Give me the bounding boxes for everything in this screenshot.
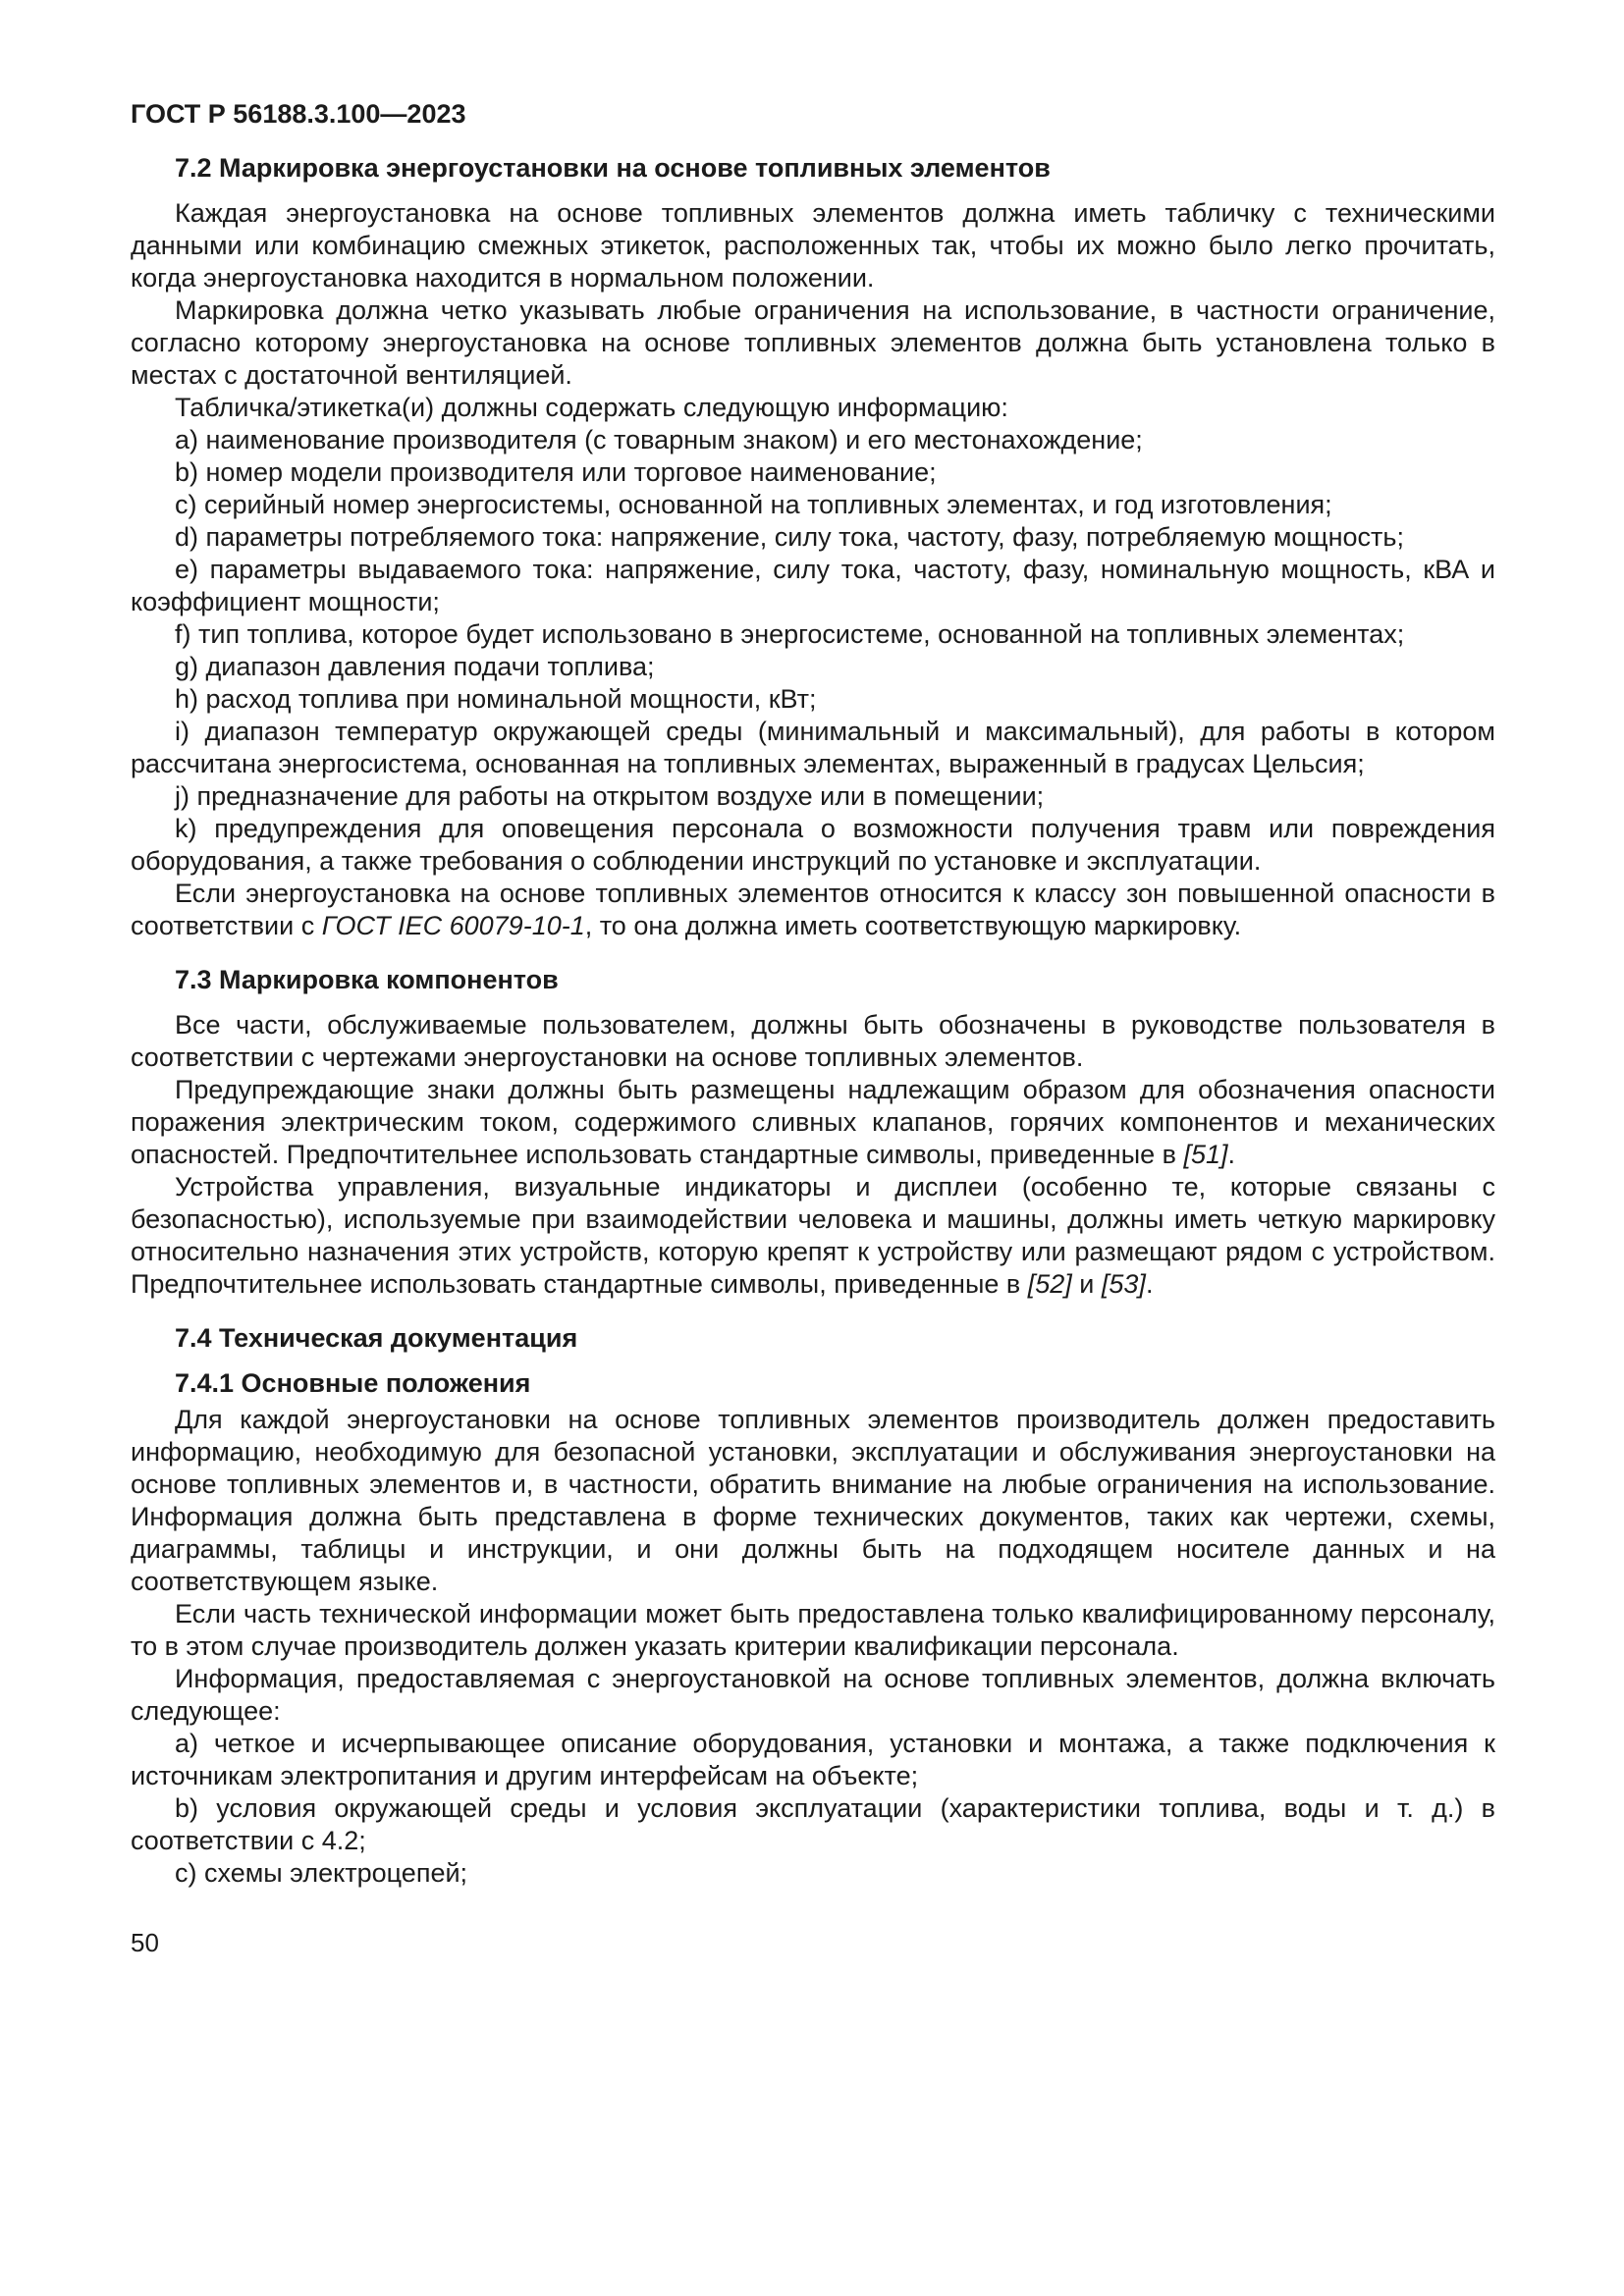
text-segment: 7.4.1 Основные положения	[175, 1368, 531, 1398]
text-segment: k) предупреждения для оповещения персонала о возможности получения травм или повреждения оборудования, а также требования о соблюдении инструкций по установке и эксплуатации.	[131, 814, 1495, 876]
text-segment: Все части, обслуживаемые пользователем, должны быть обозначены в руководстве пользователя в соответствии с чертежами энергоустановки на основе топливных элементов.	[131, 1010, 1495, 1072]
text-segment: Информация, предоставляемая с энергоустановкой на основе топливных элементов, должна включать следующее:	[131, 1664, 1495, 1726]
text-segment: Если энергоустановка на основе топливных элементов относится к классу зон повышенной опасности в соответствии с	[131, 879, 1495, 940]
text-segment: и	[1071, 1269, 1102, 1299]
text-segment: [51]	[1183, 1140, 1228, 1169]
text-segment: 7.2 Маркировка энергоустановки на основе топливных элементов	[175, 153, 1051, 183]
text-segment: j) предназначение для работы на открытом воздухе или в помещении;	[175, 781, 1045, 811]
text-segment: Устройства управления, визуальные индикаторы и дисплеи (особенно те, которые связаны с безопасностью), используемые при взаимодействии человека и машины, должны иметь четкую маркировку относительно назначения этих устройств, которую крепят к устройству или размещают рядом с устройством. Предпочтительнее использовать стандартные символы, приведенные в	[131, 1172, 1495, 1299]
text-segment: [53]	[1101, 1269, 1146, 1299]
text-segment: 7.4 Техническая документация	[175, 1323, 578, 1353]
text-segment: 7.3 Маркировка компонентов	[175, 965, 559, 994]
paragraph	[131, 1663, 1495, 1728]
text-segment: a) наименование производителя (с товарным знаком) и его местонахождение;	[175, 425, 1143, 454]
paragraph	[131, 1857, 1495, 1890]
text-segment: c) серийный номер энергосистемы, основанной на топливных элементах, и год изготовления;	[175, 490, 1332, 519]
text-segment: i) диапазон температур окружающей среды (минимальный и максимальный), для работы в котором рассчитана энергосистема, основанная на топливных элементах, выраженный в градусах Цельсия;	[131, 717, 1495, 778]
text-segment: .	[1227, 1140, 1236, 1169]
text-segment: Для каждой энергоустановки на основе топливных элементов производитель должен предоставить информацию, необходимую для безопасной установки, эксплуатации и обслуживания энергоустановки на основе топливных элементов и, в частности, обратить внимание на любые ограничения на использование. Информация должна быть представлена в форме технических документов, таких как чертежи, схемы, диаграммы, таблицы и инструкции, и они должны быть на подходящем носителе данных и на соответствующем языке.	[131, 1405, 1495, 1596]
paragraph	[131, 1792, 1495, 1857]
text-segment: e) параметры выдаваемого тока: напряжение, силу тока, частоту, фазу, номинальную мощность, кВА и коэффициент мощности;	[131, 555, 1495, 616]
paragraph	[131, 1404, 1495, 1598]
page-number: 50	[131, 1928, 159, 1957]
text-segment: Табличка/этикетка(и) должны содержать следующую информацию:	[175, 393, 1008, 422]
paragraph	[131, 489, 1495, 521]
text-segment: c) схемы электроцепей;	[175, 1858, 468, 1888]
text-segment: b) номер модели производителя или торговое наименование;	[175, 457, 937, 487]
document-header: ГОСТ Р 56188.3.100—2023	[131, 99, 466, 129]
text-segment: g) диапазон давления подачи топлива;	[175, 652, 655, 681]
section-heading	[131, 1367, 1495, 1400]
paragraph	[131, 1728, 1495, 1792]
text-segment: .	[1145, 1269, 1154, 1299]
text-segment: ГОСТ IEC 60079-10-1	[321, 911, 585, 940]
paragraph	[131, 1171, 1495, 1301]
paragraph	[131, 1074, 1495, 1171]
paragraph	[131, 618, 1495, 651]
text-segment: [52]	[1027, 1269, 1072, 1299]
paragraph	[131, 456, 1495, 489]
text-segment: Предупреждающие знаки должны быть размещены надлежащим образом для обозначения опасности поражения электрическим током, содержимого сливных клапанов, горячих компонентов и механических опасностей. Предпочтительнее использовать стандартные символы, приведенные в	[131, 1075, 1495, 1169]
text-segment: Каждая энергоустановка на основе топливных элементов должна иметь табличку с техническими данными или комбинацию смежных этикеток, расположенных так, чтобы их можно было легко прочитать, когда энергоустановка находится в нормальном положении.	[131, 198, 1495, 293]
text-segment: Если часть технической информации может быть предоставлена только квалифицированному персоналу, то в этом случае производитель должен указать критерии квалификации персонала.	[131, 1599, 1495, 1661]
text-segment: , то она должна иметь соответствующую маркировку.	[584, 911, 1242, 940]
paragraph	[131, 197, 1495, 294]
text-segment: h) расход топлива при номинальной мощности, кВт;	[175, 684, 817, 714]
text-segment: d) параметры потребляемого тока: напряжение, силу тока, частоту, фазу, потребляемую мощность;	[175, 522, 1404, 552]
paragraph	[131, 554, 1495, 618]
section-heading	[131, 964, 1495, 996]
text-segment: f) тип топлива, которое будет использовано в энергосистеме, основанной на топливных элементах;	[175, 619, 1405, 649]
document-content	[131, 152, 1495, 1890]
section-heading	[131, 1322, 1495, 1355]
text-segment: b) условия окружающей среды и условия эксплуатации (характеристики топлива, воды и т. д.) в соответствии с 4.2;	[131, 1793, 1495, 1855]
paragraph	[131, 651, 1495, 683]
paragraph	[131, 1009, 1495, 1074]
text-segment: a) четкое и исчерпывающее описание оборудования, установки и монтажа, а также подключения к источникам электропитания и другим интерфейсам на объекте;	[131, 1729, 1495, 1790]
paragraph	[131, 878, 1495, 942]
text-segment: Маркировка должна четко указывать любые ограничения на использование, в частности ограничение, согласно которому энергоустановка на основе топливных элементов должна быть установлена только в местах с достаточной вентиляцией.	[131, 295, 1495, 390]
paragraph	[131, 780, 1495, 813]
section-heading	[131, 152, 1495, 185]
paragraph	[131, 294, 1495, 392]
paragraph	[131, 521, 1495, 554]
paragraph	[131, 716, 1495, 780]
paragraph	[131, 392, 1495, 424]
paragraph	[131, 683, 1495, 716]
paragraph	[131, 813, 1495, 878]
paragraph	[131, 424, 1495, 456]
paragraph	[131, 1598, 1495, 1663]
